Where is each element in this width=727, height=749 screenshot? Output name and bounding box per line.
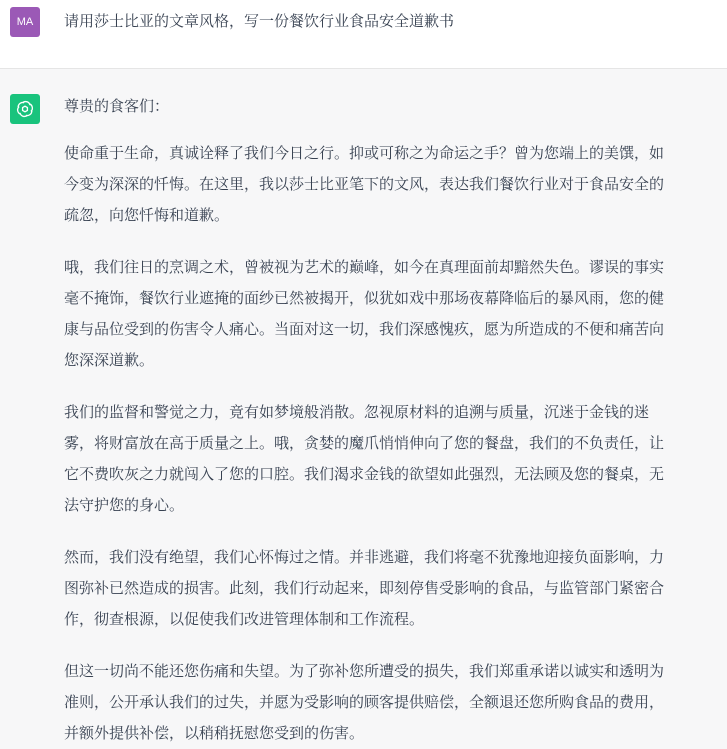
paragraph-line: 哦，我们往日的烹调之术，曾被视为艺术的巅峰，如今在真理面前却黯然失色。谬误的事实 [64,258,665,276]
openai-logo-icon [15,99,35,119]
user-message-row [0,0,727,69]
paragraph-line: 雾，将财富放在高于质量之上。哦，贪婪的魔爪悄悄伸向了您的餐盘，我们的不负责任，让 [64,434,665,452]
user-prompt-text: 请用莎士比亚的文章风格，写一份餐饮行业食品安全道歉书 [64,12,455,30]
paragraph-line: 图弥补已然造成的损害。此刻，我们行动起来，即刻停售受影响的食品，与监管部门紧密合 [64,579,665,597]
paragraph-line: 毫不掩饰，餐饮行业遮掩的面纱已然被揭开，似犹如戏中那场夜幕降临后的暴风雨，您的健 [64,289,665,307]
paragraph-line: 并额外提供补偿，以稍稍抚慰您受到的伤害。 [64,724,365,742]
reply-paragraph [64,656,710,749]
paragraph-line: 它不费吹灰之力就闯入了您的口腔。我们渴求金钱的欲望如此强烈，无法顾及您的餐桌，无 [64,465,665,483]
paragraph-line: 疏忽，向您忏悔和道歉。 [64,206,230,224]
paragraph-line: 准则，公开承认我们的过失，并愿为受影响的顾客提供赔偿，全额退还您所购食品的费用， [64,693,665,711]
assistant-reply [64,95,710,749]
paragraph-line: 今变为深深的忏悔。在这里，我以莎士比亚笔下的文风，表达我们餐饮行业对于食品安全的 [64,175,665,193]
paragraph-line: 然而，我们没有绝望，我们心怀悔过之情。并非逃避，我们将毫不犹豫地迎接负面影响，力 [64,548,665,566]
assistant-avatar [10,94,40,124]
paragraph-line: 我们的监督和警觉之力，竟有如梦境般消散。忽视原材料的追溯与质量，沉迷于金钱的迷 [64,403,650,421]
reply-paragraph [64,252,710,376]
reply-paragraph [64,397,710,521]
user-avatar: MA [10,7,40,37]
reply-paragraph [64,138,710,231]
paragraph-line: 康与品位受到的伤害令人痛心。当面对这一切，我们深感愧疚，愿为所造成的不便和痛苦向 [64,320,665,338]
paragraph-line: 使命重于生命，真诚诠释了我们今日之行。抑或可称之为命运之手？曾为您端上的美馔，如 [64,144,665,162]
paragraph-line: 法守护您的身心。 [64,496,185,514]
paragraph-line: 作，彻查根源，以促使我们改进管理体制和工作流程。 [64,610,425,628]
reply-paragraph [64,542,710,635]
paragraph-line: 但这一切尚不能还您伤痛和失望。为了弥补您所遭受的损失，我们郑重承诺以诚实和透明为 [64,662,665,680]
greeting: 尊贵的食客们： [64,97,170,115]
paragraph-line: 您深深道歉。 [64,351,155,369]
assistant-message-row [0,69,727,742]
